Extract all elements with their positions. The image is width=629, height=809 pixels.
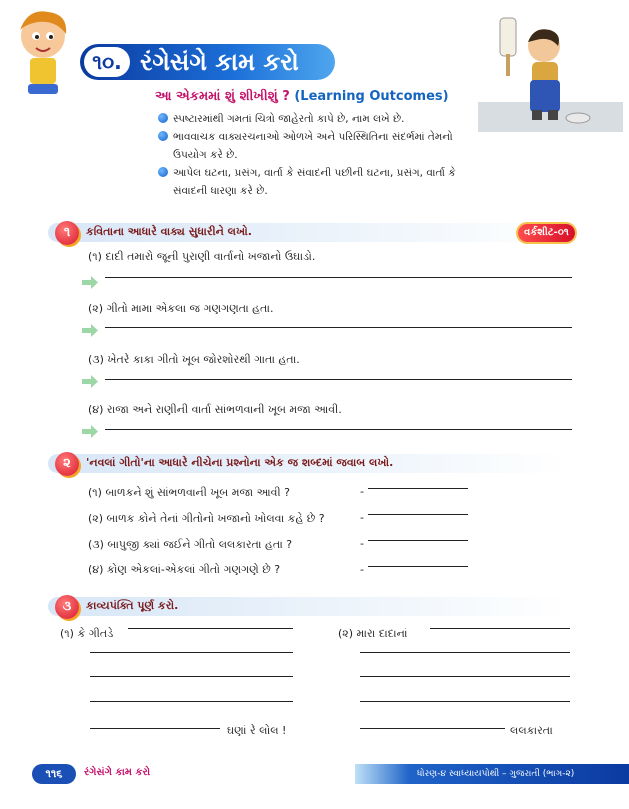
- answer-dash: -: [360, 563, 364, 576]
- poem-right-end: લલકારતા: [510, 724, 553, 737]
- learning-outcome-item: [173, 110, 473, 128]
- answer-line[interactable]: [90, 728, 220, 729]
- answer-line[interactable]: [105, 379, 572, 380]
- section-1-question: (૨) ગીતો મામા એકલા જ ગણગણતા હતા.: [88, 302, 274, 315]
- section-3-title: કાવ્યપંક્તિ પૂર્ણ કરો.: [86, 599, 179, 612]
- answer-dash: -: [360, 511, 364, 524]
- footer-book-title: ધોરણ-૪ સ્વાધ્યાયપોથી – ગુજરાતી (ભાગ-૨): [355, 764, 629, 784]
- arrow-icon: [82, 375, 98, 388]
- answer-line[interactable]: [105, 327, 572, 328]
- section-2-question: (૨) બાળક કોને તેનાં ગીતોનો ખજાનો ખોલવા કહે છે ?: [88, 512, 325, 525]
- learning-outcomes-heading-gu: આ એકમમાં શું શીખીશું ?: [155, 89, 290, 104]
- answer-line[interactable]: [360, 652, 570, 653]
- section-2-question: (૪) કોણ એકલાં-એકલાં ગીતો ગણગણે છે ?: [88, 563, 281, 576]
- answer-dash: -: [360, 537, 364, 550]
- section-1-question: (૪) રાજા અને રાણીની વાર્તા સાંભળવાની ખૂબ મજા આવી.: [88, 403, 342, 416]
- answer-line[interactable]: [90, 701, 293, 702]
- section-2-number: ૨: [55, 452, 79, 476]
- learning-outcomes-heading: [155, 89, 449, 104]
- poem-right-start: (૨) મારા દાદાનાં: [338, 627, 408, 640]
- arrow-icon: [82, 324, 98, 337]
- section-1-question: (૩) ખેતરે કાકા ગીતો ખૂબ જોરશોરથી ગાતા હતા.: [88, 353, 300, 366]
- answer-line[interactable]: [360, 701, 570, 702]
- boy-illustration: [8, 6, 78, 96]
- learning-outcomes-heading-en: (Learning Outcomes): [294, 89, 449, 104]
- section-2-question: (૧) બાળકને શું સાંભળવાની ખૂબ મજા આવી ?: [88, 486, 290, 499]
- section-1-number: ૧: [55, 221, 79, 245]
- answer-line[interactable]: [368, 540, 468, 541]
- arrow-icon: [82, 276, 98, 289]
- learning-outcome-item: [173, 164, 473, 200]
- section-2-question: (૩) બાપુજી ક્યાં જઈને ગીતો લલકારતા હતા ?: [88, 538, 293, 551]
- answer-line[interactable]: [368, 566, 468, 567]
- answer-line[interactable]: [430, 628, 570, 629]
- poem-left-end: ઘણાં રે લોલ !: [227, 724, 287, 737]
- answer-line[interactable]: [368, 514, 468, 515]
- section-2-title: 'નવલાં ગીતો'ના આધારે નીચેના પ્રશ્નોના એક જ શબ્દમાં જવાબ લખો.: [86, 456, 394, 469]
- learning-outcome-item: [173, 128, 473, 164]
- footer-chapter-title: રંગેસંગે કામ કરો: [84, 767, 151, 778]
- chapter-title: રંગેસંગે કામ કરો: [140, 48, 299, 76]
- answer-line[interactable]: [90, 676, 293, 677]
- bullet-icon: [158, 113, 168, 123]
- answer-line[interactable]: [368, 488, 468, 489]
- learning-outcome-text: ભાવવાચક વાક્યરચનાઓ ઓળખે અને પરિસ્થિતિના સંદર્ભમાં તેમનો ઉપયોગ કરે છે.: [173, 131, 453, 161]
- painter-boy-illustration: [478, 6, 623, 132]
- arrow-icon: [82, 425, 98, 438]
- bullet-icon: [158, 167, 168, 177]
- learning-outcome-text: આપેલ ઘટના, પ્રસંગ, વાર્તા કે સંવાદની પછીની ઘટના, પ્રસંગ, વાર્તા કે સંવાદની ધારણા કરે છે.: [173, 167, 456, 197]
- answer-line[interactable]: [360, 728, 505, 729]
- learning-outcome-text: સ્પષ્ટારમાંથી ગમતાં ચિત્રો જાહેરતો કાપે છે, નામ લખે છે.: [173, 113, 405, 125]
- section-3-number: ૩: [55, 595, 79, 619]
- page-number: ૧૧૬: [32, 764, 76, 784]
- answer-line[interactable]: [105, 277, 572, 278]
- answer-line[interactable]: [128, 628, 293, 629]
- worksheet-badge: વર્કશીટ-૦૧: [518, 224, 575, 242]
- section-1-title: કવિતાના આધારે વાક્ય સુધારીને લખો.: [86, 225, 252, 238]
- answer-line[interactable]: [105, 429, 572, 430]
- poem-left-start: (૧) કે ગીતડે: [60, 627, 114, 640]
- bullet-icon: [158, 131, 168, 141]
- chapter-number: ૧૦.: [84, 47, 130, 77]
- section-1-question: (૧) દાદી તમારો જૂની પુરાણી વાર્તાનો ખજાનો ઉઘાડો.: [88, 250, 316, 263]
- answer-dash: -: [360, 485, 364, 498]
- answer-line[interactable]: [90, 652, 293, 653]
- answer-line[interactable]: [360, 676, 570, 677]
